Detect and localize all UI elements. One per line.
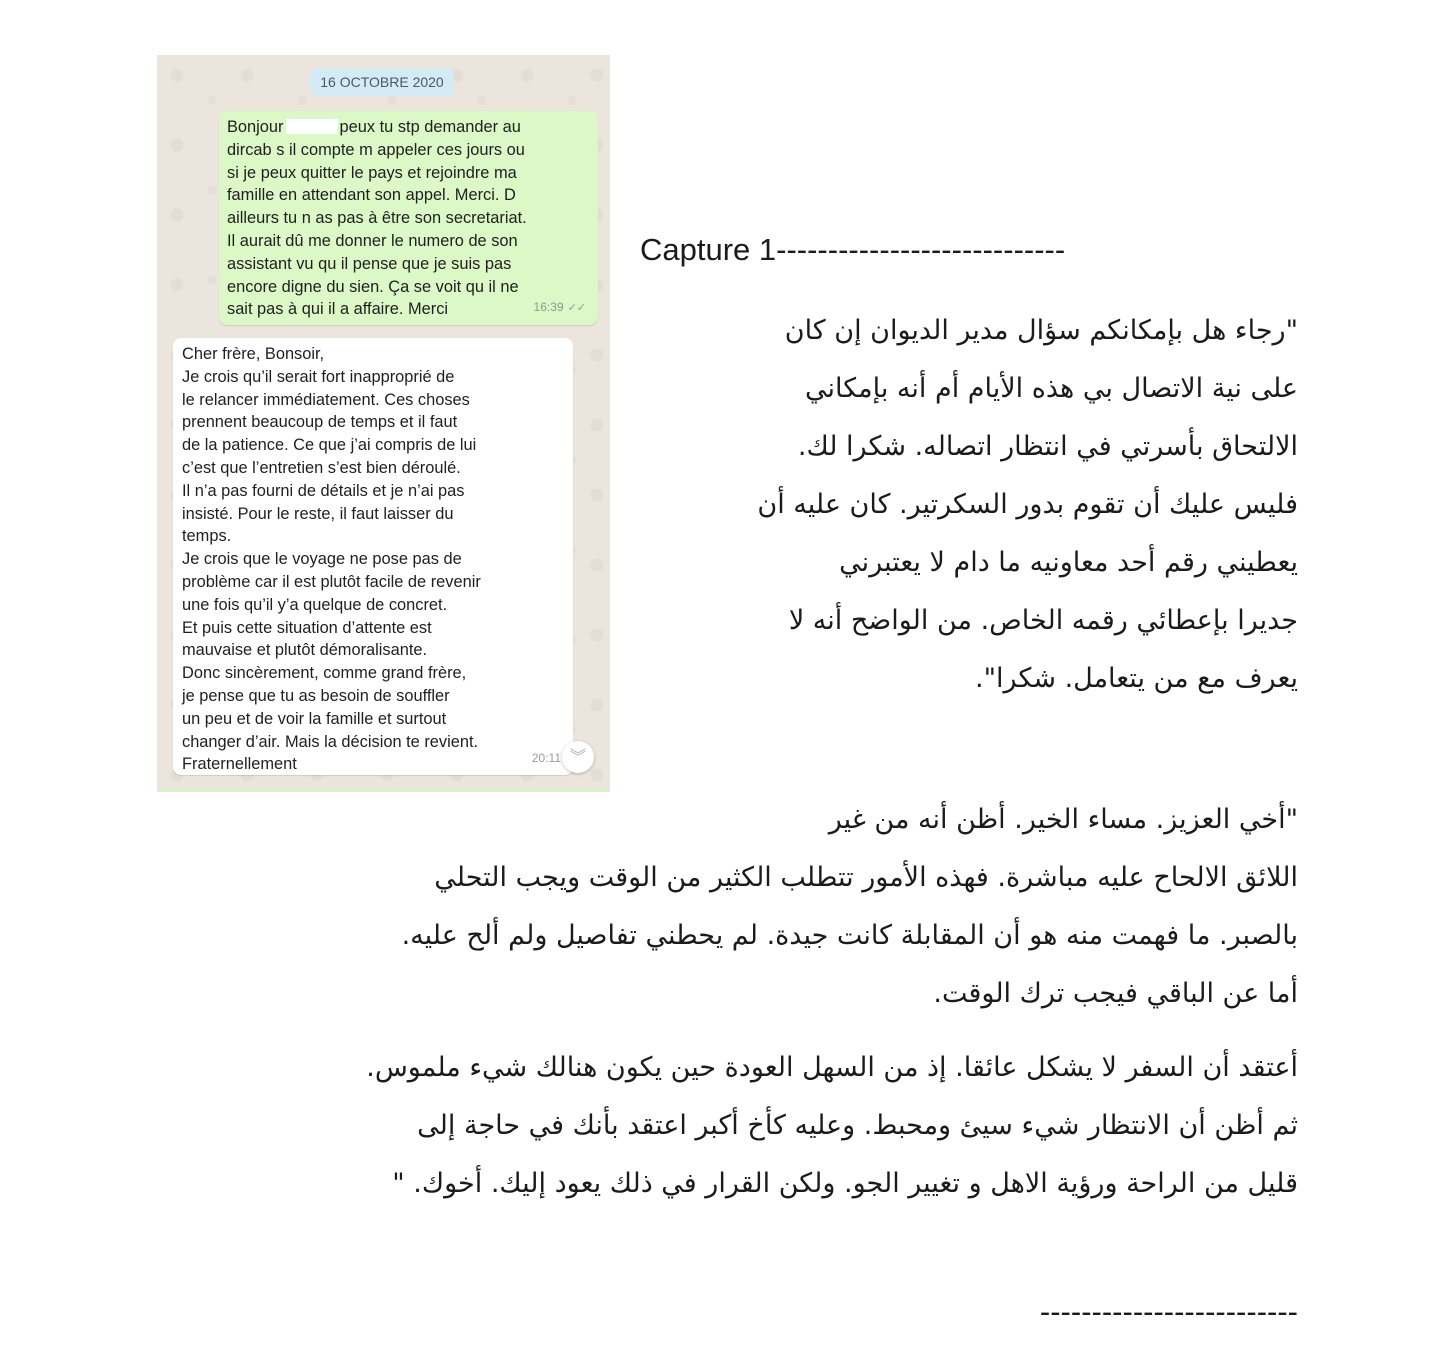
- message-line: Et puis cette situation d’attente est: [182, 618, 432, 637]
- arabic-translation-incoming-part1: [148, 791, 1298, 1023]
- message-line: insisté. Pour le reste, il faut laisser du: [182, 504, 454, 523]
- message-time: 20:11: [531, 751, 561, 766]
- chat-screenshot: [157, 55, 610, 792]
- message-line: c’est que l’entretien s’est bien déroulé.: [182, 458, 461, 477]
- outgoing-message-bubble: [219, 111, 598, 325]
- message-meta: [534, 296, 586, 320]
- text-line: أعتقد أن السفر لا يشكل عائقا. إذ من السهل العودة حين يكون هنالك شيء ملموس.: [366, 1052, 1298, 1083]
- message-line: temps.: [182, 527, 232, 546]
- arabic-translation-outgoing: [618, 302, 1298, 708]
- scroll-down-button[interactable]: [562, 741, 594, 773]
- chevron-double-down-icon: ︾: [569, 747, 586, 766]
- message-line: si je peux quitter le pays et rejoindre ma: [227, 163, 517, 182]
- text-line: بالصبر. ما فهمت منه هو أن المقابلة كانت جيدة. لم يحطني تفاصيل ولم ألح عليه.: [401, 920, 1298, 951]
- text-line: فليس عليك أن تقوم بدور السكرتير. كان عليه أن: [757, 489, 1298, 520]
- text-line: أما عن الباقي فيجب ترك الوقت.: [933, 978, 1298, 1009]
- footer-separator: -------------------------: [1039, 1294, 1298, 1329]
- text-line: يعطيني رقم أحد معاونيه ما دام لا يعتبرني: [839, 547, 1298, 578]
- message-time: 16:39: [533, 300, 564, 315]
- message-line: sait pas à qui il a affaire. Merci: [227, 300, 449, 319]
- text-line: يعرف مع من يتعامل. شكرا".: [975, 663, 1298, 694]
- text-line: "أخي العزيز. مساء الخير. أظن أنه من غير: [828, 804, 1298, 835]
- date-pill: 16 OCTOBRE 2020: [310, 68, 454, 96]
- text-line: ثم أظن أن الانتظار شيء سيئ ومحبط. وعليه كأخ أكبر اعتقد بأنك في حاجة إلى: [417, 1110, 1298, 1141]
- text-line: اللائق الالحاح عليه مباشرة. فهذه الأمور تتطلب الكثير من الوقت ويجب التحلي: [434, 862, 1298, 893]
- text-line: على نية الاتصال بي هذه الأيام أم أنه بإمكاني: [804, 373, 1298, 404]
- text-line: الالتحاق بأسرتي في انتظار اتصاله. شكرا لك.: [797, 431, 1298, 462]
- message-line: encore digne du sien. Ça se voit qu il ne: [227, 277, 519, 296]
- capture-caption: Capture 1----------------------------: [640, 232, 1066, 267]
- message-line: une fois qu’il y’a quelque de concret.: [182, 595, 448, 614]
- message-line: un peu et de voir la famille et surtout: [182, 709, 447, 728]
- message-line: Il aurait dû me donner le numero de son: [227, 231, 518, 250]
- redacted-name: [286, 119, 338, 134]
- message-line: je pense que tu as besoin de souffler: [182, 686, 450, 705]
- message-line: changer d’air. Mais la décision te revient.: [182, 732, 479, 751]
- text-line: قليل من الراحة ورؤية الاهل و تغيير الجو. ولكن القرار في ذلك يعود إليك. أخوك. ": [392, 1168, 1298, 1199]
- message-line: ailleurs tu n as pas à être son secretariat.: [227, 209, 527, 228]
- message-line: mauvaise et plutôt démoralisante.: [182, 641, 428, 660]
- message-line: prennent beaucoup de temps et il faut: [182, 413, 458, 432]
- text-line: "رجاء هل بإمكانكم سؤال مدير الديوان إن كان: [784, 315, 1298, 346]
- message-line: Il n’a pas fourni de détails et je n’ai pas: [182, 481, 465, 500]
- message-line: Je crois que le voyage ne pose pas de: [182, 550, 462, 569]
- read-ticks-icon: ✓✓: [567, 302, 586, 315]
- arabic-translation-incoming-part2: [148, 1039, 1298, 1213]
- message-line: dircab s il compte m appeler ces jours ou: [227, 140, 525, 159]
- message-line: assistant vu qu il pense que je suis pas: [227, 254, 512, 273]
- message-line: le relancer immédiatement. Ces choses: [182, 390, 470, 409]
- text-line: جديرا بإعطائي رقمه الخاص. من الواضح أنه لا: [788, 605, 1298, 636]
- message-line: Bonjour peux tu stp demander au: [227, 118, 521, 136]
- message-line: problème car il est plutôt facile de revenir: [182, 572, 481, 591]
- message-line: famille en attendant son appel. Merci. D: [227, 186, 516, 205]
- message-line: de la patience. Ce que j’ai compris de lui: [182, 436, 477, 455]
- message-line: Fraternellement: [182, 755, 297, 774]
- incoming-message-bubble: [173, 338, 573, 775]
- message-line: Je crois qu’il serait fort inapproprié de: [182, 367, 455, 386]
- message-line: Cher frère, Bonsoir,: [182, 345, 325, 363]
- message-line: Donc sincèrement, comme grand frère,: [182, 664, 467, 683]
